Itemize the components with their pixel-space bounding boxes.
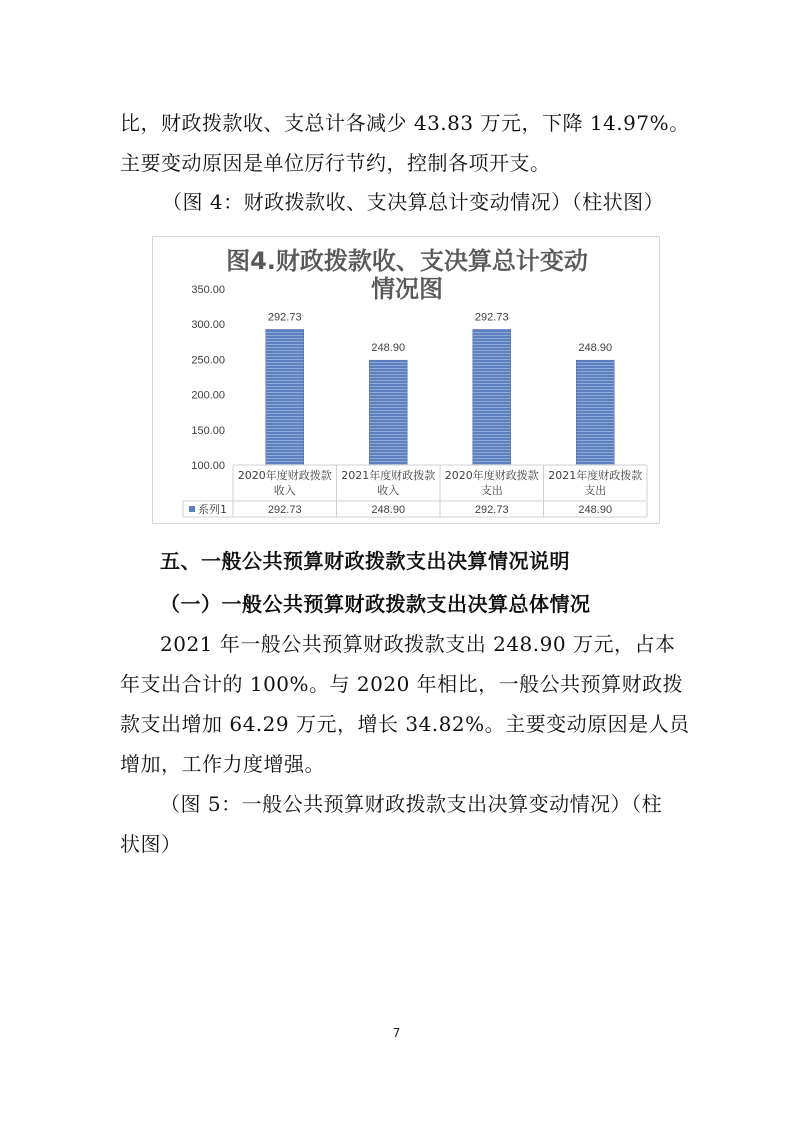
subsection-heading: （一）一般公共预算财政拨款支出决算总体情况 <box>160 592 591 616</box>
bar <box>473 329 511 465</box>
category-label: 收入 <box>377 484 400 497</box>
category-label: 支出 <box>584 484 607 497</box>
legend-label: 系列1 <box>198 503 227 516</box>
bar-value-label: 292.73 <box>267 311 302 324</box>
legend-swatch <box>189 506 195 512</box>
paragraph-line: 2021 年一般公共预算财政拨款支出 248.90 万元，占本 <box>160 632 676 656</box>
category-label: 2021年度财政拨款 <box>548 469 643 482</box>
category-label: 支出 <box>480 484 503 497</box>
page-number: 7 <box>392 1026 401 1040</box>
y-tick-label: 200.00 <box>191 389 225 402</box>
table-value: 248.90 <box>371 504 406 516</box>
bar-value-label: 292.73 <box>474 311 509 324</box>
bar <box>266 329 304 465</box>
figure-caption: 状图） <box>120 832 182 856</box>
table-value: 248.90 <box>578 504 613 516</box>
bar <box>369 360 407 465</box>
category-label: 收入 <box>273 484 296 497</box>
bar-value-label: 248.90 <box>578 342 613 355</box>
bar <box>576 360 614 465</box>
y-tick-label: 350.00 <box>191 284 225 296</box>
paragraph-line: 年支出合计的 100%。与 2020 年相比，一般公共预算财政拨 <box>120 672 684 696</box>
y-tick-label: 150.00 <box>191 424 225 437</box>
chart-title-line2: 情况图 <box>371 275 443 303</box>
paragraph-line: 主要变动原因是单位厉行节约，控制各项开支。 <box>120 151 551 175</box>
figure-caption: （图 5：一般公共预算财政拨款支出决算变动情况）（柱 <box>160 792 663 816</box>
bar-chart <box>152 236 660 524</box>
y-tick-label: 100.00 <box>191 460 225 472</box>
paragraph-line: 增加，工作力度增强。 <box>120 752 325 776</box>
chart-title-line1: 图4.财政拨款收、支决算总计变动 <box>226 247 588 275</box>
paragraph-line: 比，财政拨款收、支总计各减少 43.83 万元，下降 14.97%。 <box>120 111 690 135</box>
paragraph-line: 款支出增加 64.29 万元，增长 34.82%。主要变动原因是人员 <box>120 712 690 736</box>
category-label: 2020年度财政拨款 <box>444 469 539 482</box>
category-label: 2021年度财政拨款 <box>341 469 436 482</box>
bar-value-label: 248.90 <box>371 342 406 355</box>
figure-caption: （图 4：财政拨款收、支决算总计变动情况）（柱状图） <box>162 190 665 214</box>
y-tick-label: 250.00 <box>191 354 225 367</box>
y-tick-label: 300.00 <box>191 319 225 332</box>
table-value: 292.73 <box>474 504 509 516</box>
table-value: 292.73 <box>267 504 302 516</box>
chart-plot <box>153 237 661 525</box>
section-heading: 五、一般公共预算财政拨款支出决算情况说明 <box>160 549 570 573</box>
category-label: 2020年度财政拨款 <box>237 469 332 482</box>
